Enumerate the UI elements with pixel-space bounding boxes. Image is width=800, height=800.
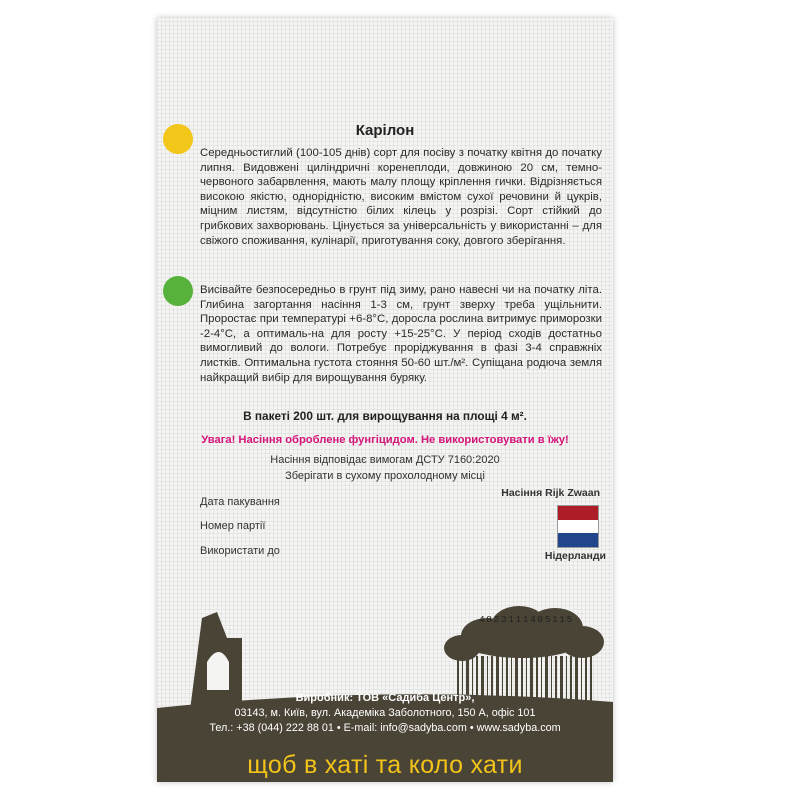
use-by-label: Використати до	[200, 545, 280, 557]
slogan: щоб в хаті та коло хати	[247, 751, 523, 779]
product-title: Карілон	[355, 122, 415, 139]
address-line: 03143, м. Київ, вул. Академіка Заболотного, 150 А, офіс 101	[234, 707, 536, 719]
netherlands-flag-icon	[557, 505, 599, 548]
batch-label: Номер партії	[200, 520, 266, 532]
green-dot-icon	[163, 276, 193, 306]
description-text: Середньостиглий (100-105 днів) сорт для посіву з початку квітня до початку липня. Видовжені циліндричні коренеплоди, довжиною 20 см, темно-червоного забарвлення, мають малу площу кріплення гички. Відрізняється високою якістю, однорідністю, високим вмістом сухої речовини й цукрів, міцним листям, відсутністю білих кілець у розрізі. Сорт стійкий до грибкових захворювань. Цінується за універсальність у використанні – для свіжого споживання, кулінарії, приготування соку, довгого зберігання.	[200, 147, 602, 247]
instructions-text: Висівайте безпосередньо в грунт під зиму, рано навесні чи на початку літа. Глибина загортання насіння 1-3 см, грунт зверху треба ущільнити. Проростає при температурі +6-8°С, доросла рослина витримує приморозки -2-4°С, а оптималь-на для росту +15-25°С. У період сходів достатньо вимогливий до вологи. Потребує проріджування в фазі 3-4 справжніх листків. Оптимальна густота стояння 50-60 шт./м². Супіщана родюча земля найкращий вибір для вирощування буряку.	[200, 284, 602, 384]
seed-origin: Насіння Rijk Zwaan	[501, 487, 600, 499]
contacts-line: Тел.: +38 (044) 222 88 01 • E-mail: info@sadyba.com • www.sadyba.com	[209, 722, 561, 734]
storage-text: Зберігати в сухому прохолодному місці	[285, 470, 485, 482]
country-label: Нідерланди	[544, 550, 606, 562]
seed-packet-back	[157, 18, 613, 782]
standard-text: Насіння відповідає вимогам ДСТУ 7160:2020	[270, 454, 500, 466]
package-info: В пакеті 200 шт. для вирощування на площі 4 м².	[243, 409, 527, 423]
yellow-dot-icon	[163, 124, 193, 154]
producer-line: Виробник: ТОВ «Садиба Центр»,	[295, 692, 475, 704]
pack-date-label: Дата пакування	[200, 496, 280, 508]
barcode-number: 4823111405115	[479, 614, 574, 625]
warning-text: Увага! Насіння оброблене фунгіцидом. Не використовувати в їжу!	[201, 434, 569, 446]
